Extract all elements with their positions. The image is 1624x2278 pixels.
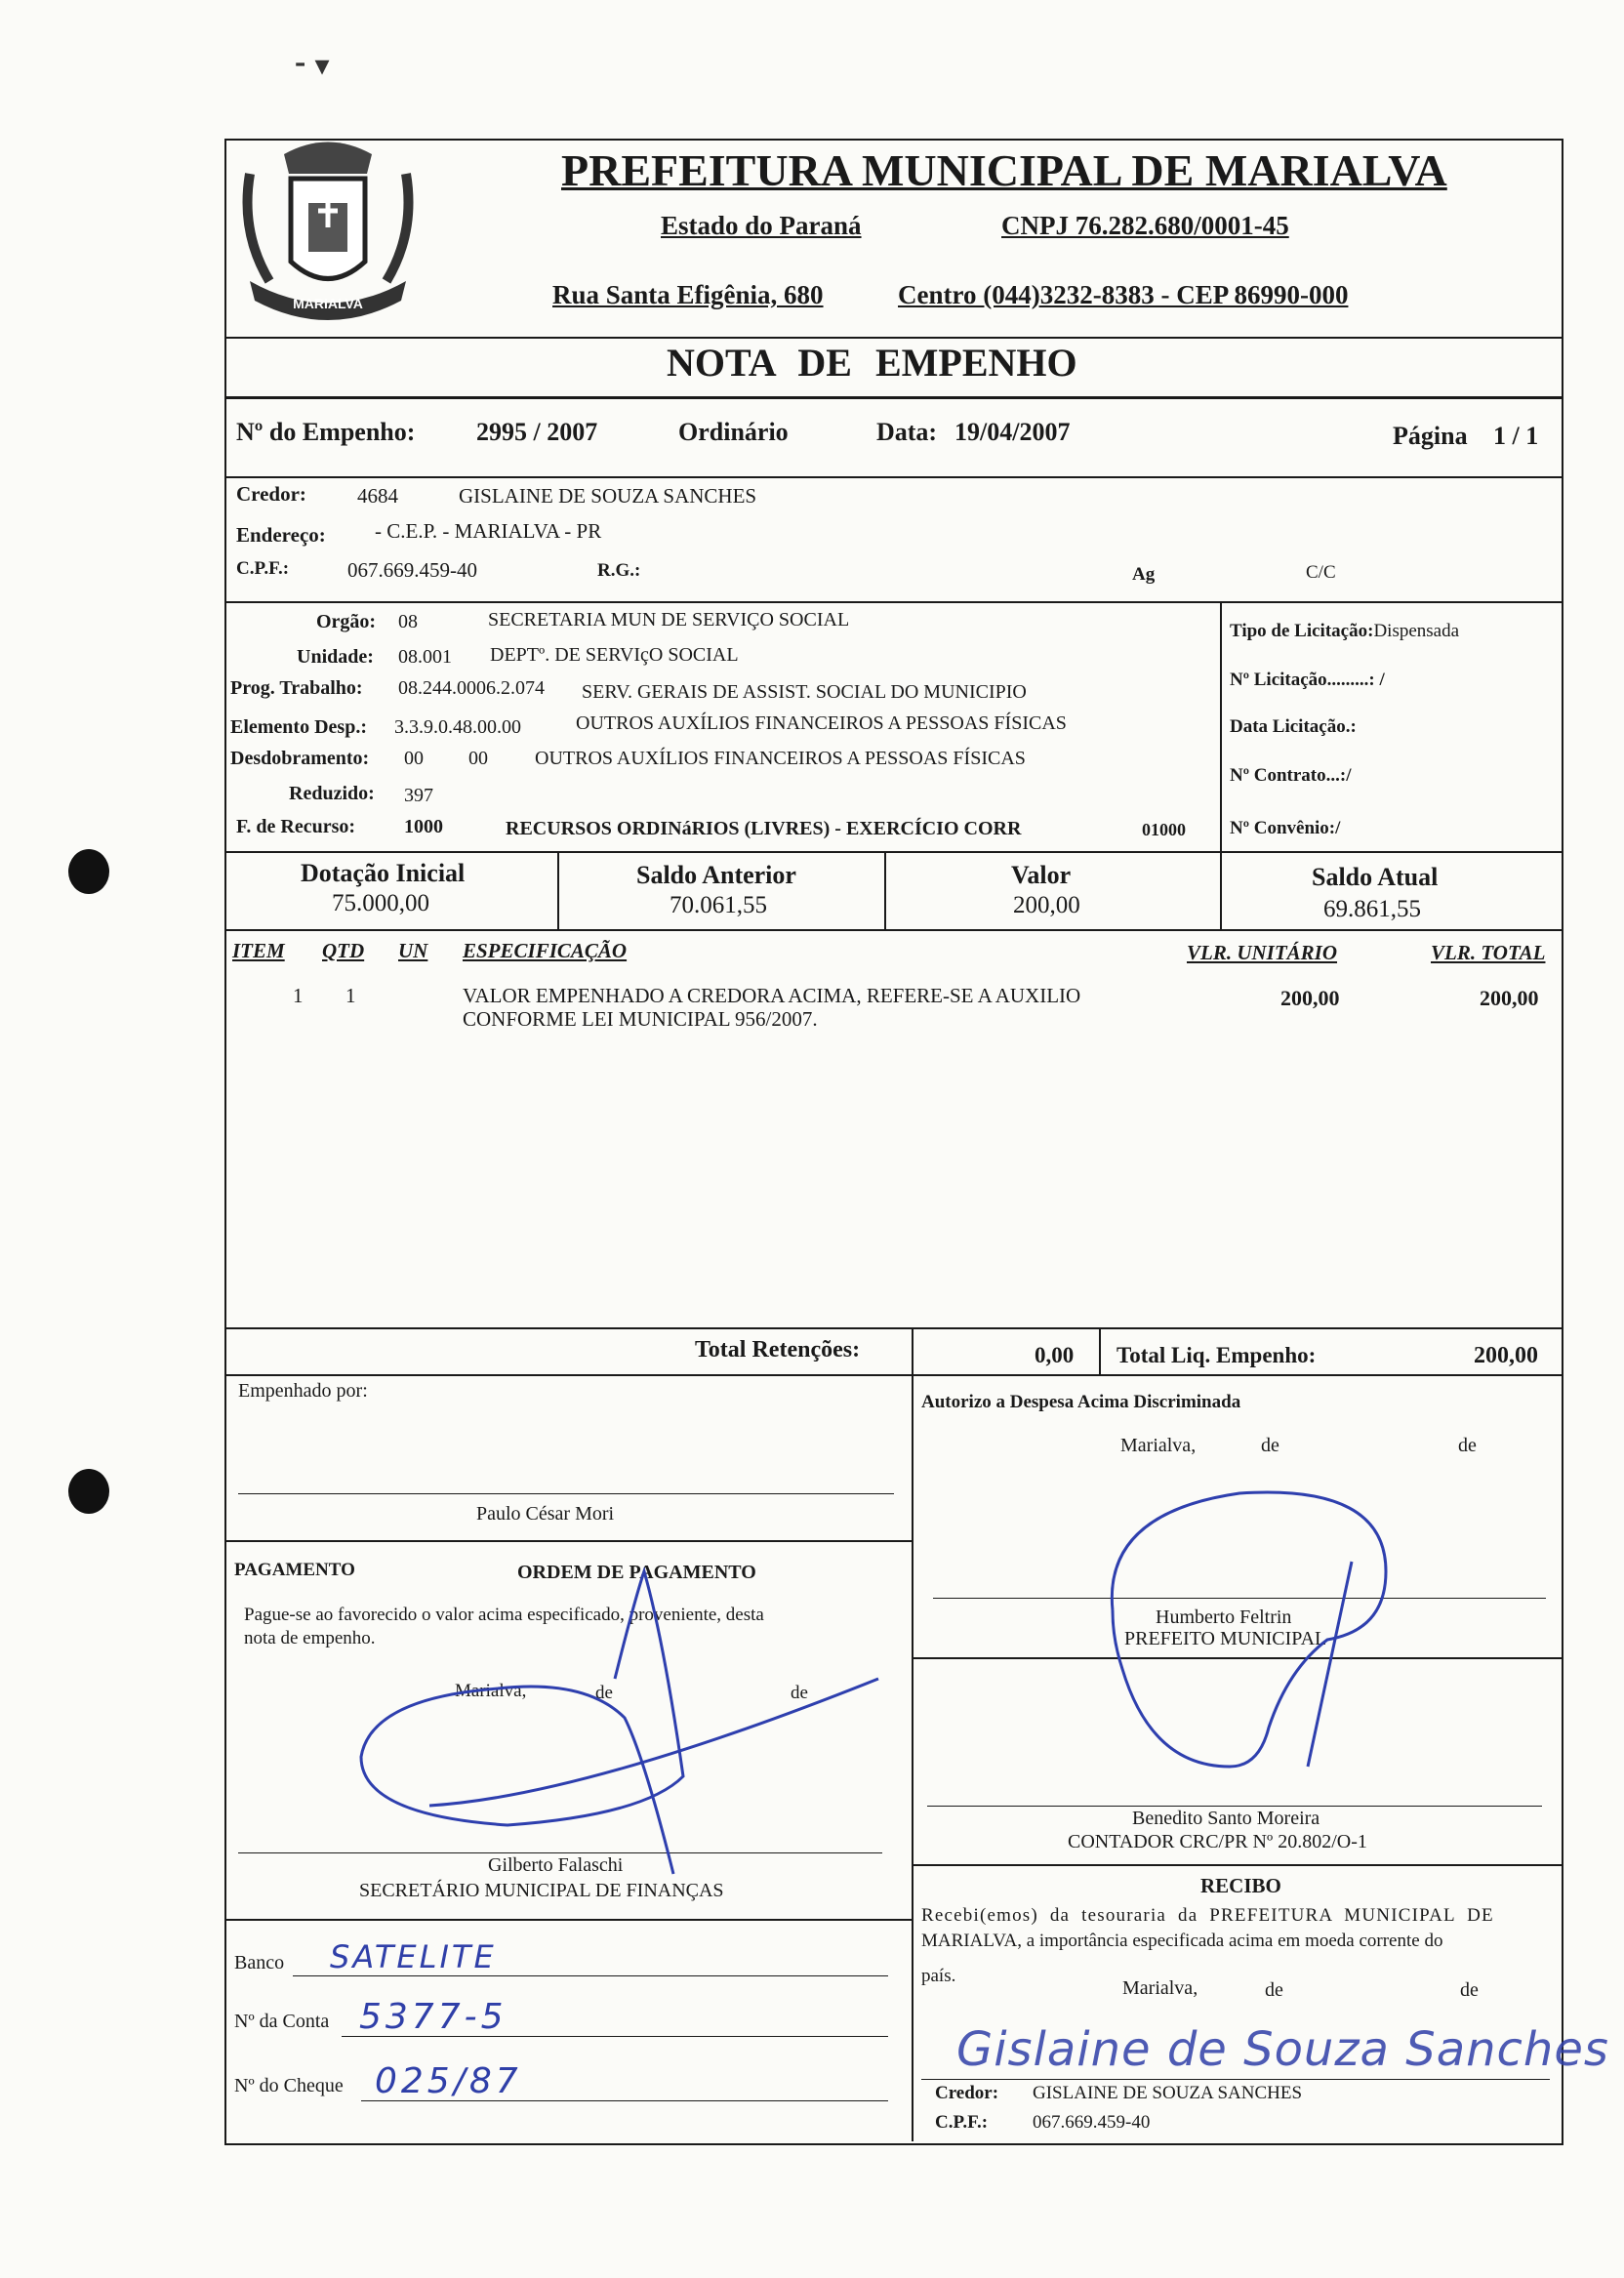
empenhado-name: Paulo César Mori: [476, 1503, 615, 1525]
prefeito-signature: [1093, 1474, 1425, 1786]
page-label: Página: [1393, 422, 1468, 450]
elemento-label: Elemento Desp.:: [230, 716, 367, 738]
rg-label: R.G.:: [597, 560, 641, 581]
elemento-code: 3.3.9.0.48.00.00: [394, 716, 521, 738]
unidade-name: DEPTº. DE SERVIçO SOCIAL: [490, 644, 739, 666]
col-vlr-unit: VLR. UNITÁRIO: [1187, 941, 1338, 964]
cc-label: C/C: [1306, 562, 1336, 583]
orgao-code: 08: [398, 611, 418, 632]
divider: [224, 1540, 912, 1542]
divider: [224, 337, 1562, 339]
credor-name: GISLAINE DE SOUZA SANCHES: [459, 484, 757, 508]
recurso-code: 1000: [404, 816, 443, 837]
recibo-text-3: país.: [921, 1966, 956, 1986]
banco-line: [293, 1975, 888, 1976]
liquido-label: Total Liq. Empenho:: [1116, 1343, 1317, 1367]
numero-licitacao: Nº Licitação.........: /: [1230, 670, 1385, 690]
contador-name: Benedito Santo Moreira: [1132, 1808, 1320, 1829]
secretario-name: Gilberto Falaschi: [488, 1854, 624, 1876]
recibo-text-1: Recebi(emos) da tesouraria da PREFEITURA MUNICIPAL DE: [921, 1905, 1494, 1926]
conta-value: 5377-5: [359, 1997, 508, 2037]
recibo-title: RECIBO: [1200, 1874, 1281, 1897]
item-desc-2: CONFORME LEI MUNICIPAL 956/2007.: [463, 1007, 818, 1031]
recibo-cpf-label: C.P.F.:: [935, 2112, 989, 2133]
empenho-number: 2995 / 2007: [476, 418, 598, 446]
conta-label: Nº da Conta: [234, 2011, 330, 2032]
cheque-label: Nº do Cheque: [234, 2075, 344, 2096]
item-qtd: 1: [345, 984, 356, 1007]
divider: [224, 476, 1562, 478]
unidade-label: Unidade:: [297, 646, 374, 668]
item-number: 1: [293, 984, 304, 1007]
divider: [912, 1864, 1562, 1866]
credor-label: Credor:: [236, 482, 306, 506]
orgao-label: Orgão:: [316, 611, 377, 632]
col-vlr-total: VLR. TOTAL: [1431, 941, 1546, 964]
prog-label: Prog. Trabalho:: [230, 677, 363, 699]
divider: [224, 1327, 1562, 1329]
cpf-label: C.P.F.:: [236, 558, 290, 579]
autorizo-label: Autorizo a Despesa Acima Discriminada: [921, 1392, 1241, 1412]
recibo-credor-name: GISLAINE DE SOUZA SANCHES: [1033, 2083, 1303, 2103]
recibo-cpf-value: 067.669.459-40: [1033, 2112, 1151, 2133]
recibo-de-1: de: [1265, 1979, 1283, 2001]
reduzido-label: Reduzido:: [289, 783, 375, 804]
dotacao-value: 75.000,00: [332, 890, 429, 916]
secretario-signature: [351, 1562, 898, 1893]
date-value: 19/04/2007: [954, 418, 1071, 446]
svg-text:MARIALVA: MARIALVA: [293, 296, 363, 311]
divider: [1099, 1327, 1101, 1374]
col-item: ITEM: [232, 939, 285, 962]
banco-label: Banco: [234, 1952, 285, 1973]
saldo-anterior-label: Saldo Anterior: [636, 861, 796, 889]
recibo-de-2: de: [1460, 1979, 1479, 2001]
doc-title: NOTA DE EMPENHO: [667, 341, 1077, 385]
payment-de-1: de: [595, 1683, 613, 1703]
prefeito-title: PREFEITO MUNICIPAL: [1124, 1628, 1327, 1649]
cpf-value: 067.669.459-40: [347, 558, 477, 582]
item-desc-1: VALOR EMPENHADO A CREDORA ACIMA, REFERE-SE A AUXILIO: [463, 984, 1081, 1007]
payment-city: Marialva,: [455, 1681, 527, 1701]
col-qtd: QTD: [322, 939, 365, 962]
orgao-name: SECRETARIA MUN DE SERVIÇO SOCIAL: [488, 609, 850, 631]
elemento-name: OUTROS AUXÍLIOS FINANCEIROS A PESSOAS FÍSICAS: [576, 712, 1067, 734]
secretario-title: SECRETÁRIO MUNICIPAL DE FINANÇAS: [359, 1880, 724, 1901]
address-label: Rua Santa Efigênia, 680: [552, 280, 824, 309]
liquido-value: 200,00: [1474, 1343, 1538, 1368]
empenhado-label: Empenhado por:: [238, 1380, 368, 1402]
recurso-name: RECURSOS ORDINáRIOS (LIVRES) - EXERCÍCIO CORR: [506, 818, 1022, 839]
divider: [224, 929, 1562, 931]
dotacao-label: Dotação Inicial: [301, 859, 466, 887]
divider: [224, 1919, 912, 1921]
divider: [224, 601, 1562, 603]
state-label: Estado do Paraná: [661, 211, 862, 240]
recurso-code-2: 01000: [1142, 820, 1186, 839]
contact-label: Centro (044)3232-8383 - CEP 86990-000: [898, 280, 1349, 309]
recurso-label: F. de Recurso:: [236, 816, 356, 837]
credor-signature: Gislaine de Souza Sanches: [956, 2022, 1609, 2077]
payment-text-1: Pague-se ao favorecido o valor acima especificado, proveniente, desta: [244, 1605, 764, 1625]
page-number: 1 / 1: [1493, 422, 1539, 450]
col-un: UN: [398, 939, 428, 962]
divider: [912, 1374, 914, 2141]
saldo-atual-label: Saldo Atual: [1312, 863, 1439, 891]
autorizo-de-2: de: [1458, 1435, 1477, 1456]
signature-line: [921, 2079, 1550, 2080]
desdobramento-code-2: 00: [468, 748, 488, 769]
punch-hole-icon: [68, 849, 109, 894]
divider: [884, 851, 886, 929]
page-title: PREFEITURA MUNICIPAL DE MARIALVA: [561, 145, 1447, 195]
item-vlr-total: 200,00: [1480, 986, 1539, 1010]
payment-text-2: nota de empenho.: [244, 1628, 376, 1648]
autorizo-city: Marialva,: [1120, 1435, 1197, 1456]
signature-line: [927, 1806, 1542, 1807]
banco-value: SATELITE: [330, 1938, 497, 1975]
autorizo-de-1: de: [1261, 1435, 1279, 1456]
desdobramento-code-1: 00: [404, 748, 424, 769]
divider: [224, 1374, 1562, 1376]
ordem-label: ORDEM DE PAGAMENTO: [517, 1562, 756, 1583]
col-espec: ESPECIFICAÇÃO: [463, 939, 628, 962]
divider: [224, 396, 1562, 399]
contador-title: CONTADOR CRC/PR Nº 20.802/O-1: [1068, 1831, 1367, 1852]
payment-de-2: de: [791, 1683, 808, 1703]
ag-label: Ag: [1132, 564, 1156, 585]
divider: [1220, 602, 1222, 930]
punch-hole-icon: [68, 1469, 109, 1514]
empenho-number-label: Nº do Empenho:: [236, 418, 416, 446]
data-licitacao: Data Licitação.:: [1230, 716, 1357, 737]
reduzido-value: 397: [404, 785, 433, 806]
unidade-code: 08.001: [398, 646, 452, 668]
signature-line: [238, 1493, 894, 1494]
retencoes-value: 0,00: [1035, 1343, 1075, 1367]
desdobramento-label: Desdobramento:: [230, 748, 370, 769]
tipo-licitacao-value: Dispensada: [1373, 621, 1460, 641]
scan-mark: ⁃ ▾: [293, 50, 330, 82]
numero-contrato: Nº Contrato...:/: [1230, 765, 1352, 786]
prog-code: 08.244.0006.2.074: [398, 677, 545, 699]
valor-label: Valor: [1011, 861, 1072, 889]
date-label: Data:: [876, 418, 938, 446]
saldo-atual-value: 69.861,55: [1323, 896, 1421, 922]
item-vlr-unit: 200,00: [1280, 986, 1340, 1010]
desdobramento-name: OUTROS AUXÍLIOS FINANCEIROS A PESSOAS FÍSICAS: [535, 748, 1026, 769]
retencoes-label: Total Retenções:: [695, 1337, 861, 1363]
tipo-licitacao: [1230, 621, 1459, 642]
municipal-crest-icon: [230, 135, 426, 330]
divider: [557, 851, 559, 929]
valor-value: 200,00: [1013, 892, 1080, 918]
cnpj-label: CNPJ 76.282.680/0001-45: [1001, 211, 1289, 240]
tipo-licitacao-label: Tipo de Licitação:: [1230, 621, 1374, 641]
empenho-type: Ordinário: [678, 418, 789, 446]
endereco-value: - C.E.P. - MARIALVA - PR: [375, 519, 602, 543]
endereco-label: Endereço:: [236, 523, 326, 547]
cheque-value: 025/87: [375, 2061, 522, 2101]
divider: [224, 851, 1562, 853]
prog-name: SERV. GERAIS DE ASSIST. SOCIAL DO MUNICIPIO: [582, 681, 1027, 703]
recibo-city: Marialva,: [1122, 1977, 1198, 1999]
saldo-anterior-value: 70.061,55: [670, 892, 767, 918]
numero-convenio: Nº Convênio:/: [1230, 818, 1341, 838]
recibo-text-2: MARIALVA, a importância especificada acima em moeda corrente do: [921, 1931, 1443, 1951]
recibo-credor-label: Credor:: [935, 2083, 999, 2103]
prefeito-name: Humberto Feltrin: [1156, 1607, 1292, 1628]
divider: [912, 1327, 914, 1374]
credor-code: 4684: [357, 484, 398, 508]
pagamento-label: PAGAMENTO: [234, 1560, 355, 1580]
